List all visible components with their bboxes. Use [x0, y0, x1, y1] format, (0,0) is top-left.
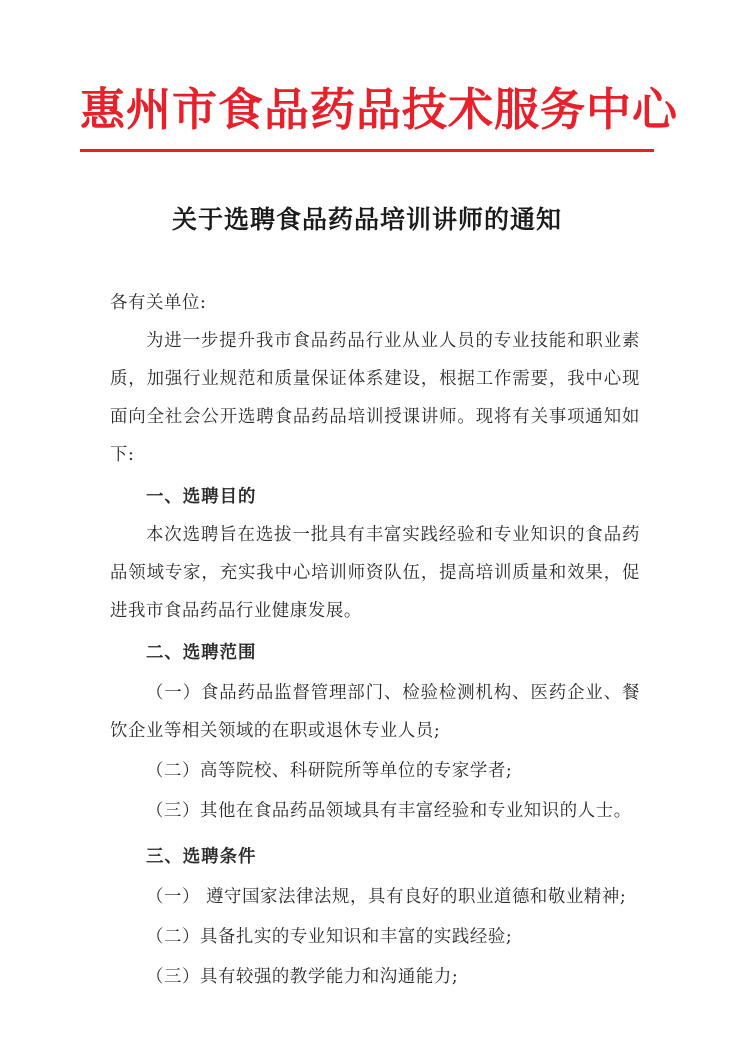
- notice-title: 关于选聘食品药品培训讲师的通知: [171, 205, 562, 234]
- scope-item-2: （二）高等院校、科研院所等单位的专家学者;: [146, 761, 513, 781]
- scope-item-3: （三）其他在食品药品领域具有丰富经验和专业知识的人士。: [146, 801, 632, 821]
- letterhead-red-rule: [80, 149, 654, 152]
- condition-item-1: （一） 遵守国家法律法规，具有良好的职业道德和敬业精神;: [146, 887, 627, 907]
- scope-item-1: （一）食品药品监督管理部门、检验检测机构、医药企业、餐饮企业等相关领域的在职或退休专业人员;: [110, 683, 640, 741]
- salutation: 各有关单位:: [110, 293, 207, 313]
- intro-paragraph: 为进一步提升我市食品药品行业从业人员的专业技能和职业素质，加强行业规范和质量保证体系建设，根据工作需要，我中心现面向全社会公开选聘食品药品培训授课讲师。现将有关事项通知如下:: [110, 331, 640, 465]
- section-heading-purpose: 一、选聘目的: [146, 487, 257, 507]
- purpose-paragraph: 本次选聘旨在选拔一批具有丰富实践经验和专业知识的食品药品领域专家，充实我中心培训师资队伍，提高培训质量和效果，促进我市食品药品行业健康发展。: [110, 525, 640, 621]
- condition-item-2: （二）具备扎实的专业知识和丰富的实践经验;: [146, 927, 513, 947]
- condition-item-3: （三）具有较强的教学能力和沟通能力;: [146, 967, 459, 987]
- section-heading-conditions: 三、选聘条件: [146, 847, 257, 867]
- letterhead-title: 惠州市食品药品技术服务中心: [80, 83, 679, 136]
- section-heading-scope: 二、选聘范围: [146, 643, 257, 663]
- notice-body: [110, 284, 640, 996]
